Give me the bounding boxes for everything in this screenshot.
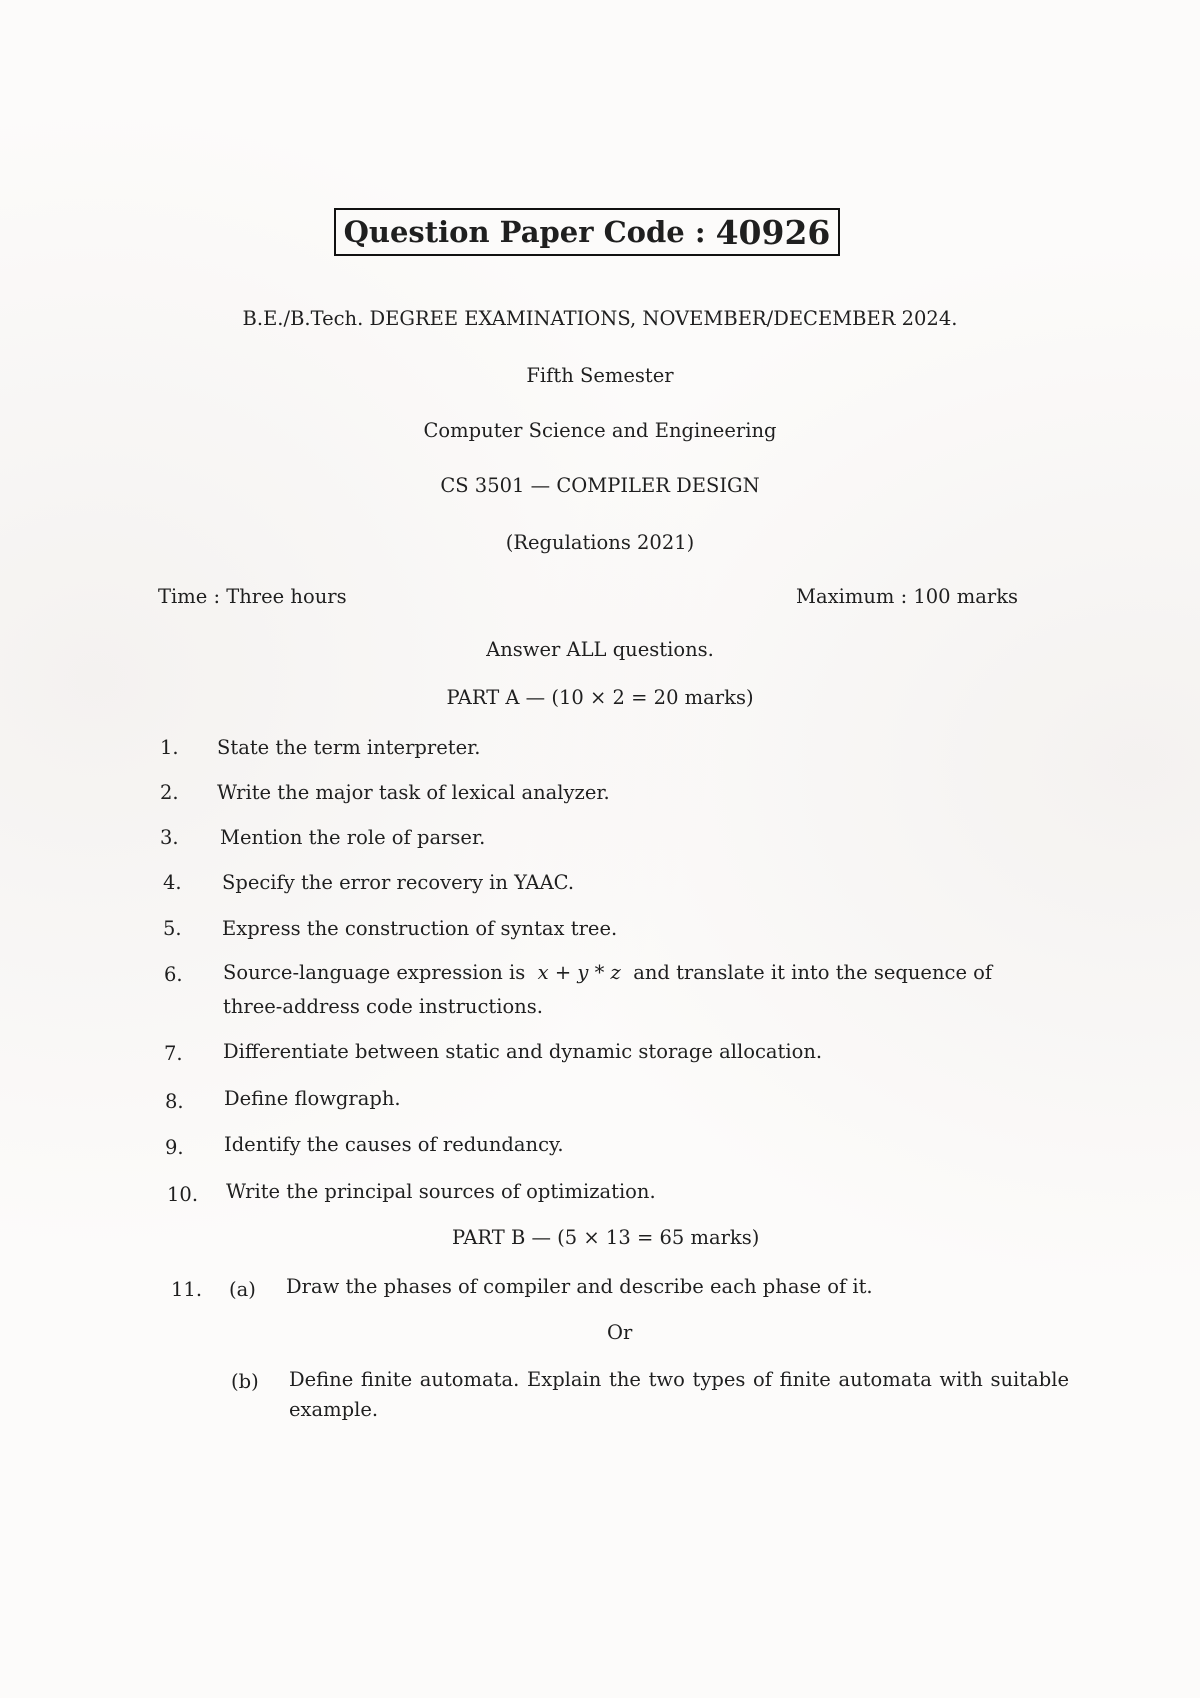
- question-number: 10.: [167, 1183, 199, 1206]
- question-text: Draw the phases of compiler and describe each phase of it.: [286, 1275, 873, 1298]
- question-number: 7.: [164, 1042, 183, 1065]
- question-text: Write the principal sources of optimization.: [226, 1180, 656, 1203]
- question-number: 3.: [160, 826, 179, 849]
- part-b-title: PART B — (5 × 13 = 65 marks): [452, 1226, 760, 1249]
- instruction: Answer ALL questions.: [486, 638, 714, 661]
- max-marks-label: Maximum : 100 marks: [796, 585, 1019, 608]
- question-number: 1.: [160, 736, 179, 759]
- question-text: Mention the role of parser.: [220, 826, 486, 849]
- question-number: 9.: [165, 1136, 184, 1159]
- option-label: (a): [229, 1278, 256, 1301]
- question-text-before: Source-language expression is: [223, 961, 526, 984]
- question-text: Identify the causes of redundancy.: [224, 1133, 564, 1156]
- question-number: 2.: [160, 781, 179, 804]
- question-number: 4.: [163, 871, 182, 894]
- question-paper-code-box: [334, 208, 840, 256]
- option-label: (b): [231, 1370, 259, 1393]
- math-expression: x + y * z: [537, 961, 621, 984]
- exam-title: B.E./B.Tech. DEGREE EXAMINATIONS, NOVEMBER/DECEMBER 2024.: [242, 307, 958, 330]
- semester: Fifth Semester: [526, 364, 674, 387]
- code-label: Question Paper Code :: [343, 215, 706, 249]
- department: Computer Science and Engineering: [423, 419, 777, 442]
- question-text: Specify the error recovery in YAAC.: [222, 871, 575, 894]
- question-text: State the term interpreter.: [217, 736, 481, 759]
- question-text: Differentiate between static and dynamic storage allocation.: [223, 1040, 823, 1063]
- question-text: [223, 961, 1053, 984]
- question-text: Express the construction of syntax tree.: [222, 917, 618, 940]
- question-text-after: and translate it into the sequence of: [633, 961, 993, 984]
- question-number: 6.: [164, 963, 183, 986]
- question-text: Write the major task of lexical analyzer.: [217, 781, 610, 804]
- part-a-title: PART A — (10 × 2 = 20 marks): [446, 686, 754, 709]
- question-text: Define finite automata. Explain the two types of finite automata with suitable example.: [289, 1368, 1069, 1421]
- question-number: 8.: [165, 1090, 184, 1113]
- regulations: (Regulations 2021): [505, 531, 695, 554]
- question-number: 5.: [163, 917, 182, 940]
- question-text: Define flowgraph.: [224, 1087, 401, 1110]
- code-number: 40926: [715, 212, 831, 252]
- subject-title: CS 3501 — COMPILER DESIGN: [440, 474, 760, 497]
- time-label: Time : Three hours: [158, 585, 347, 608]
- or-separator: Or: [607, 1321, 633, 1344]
- question-number: 11.: [171, 1278, 203, 1301]
- question-text-line2: three-address code instructions.: [223, 995, 543, 1018]
